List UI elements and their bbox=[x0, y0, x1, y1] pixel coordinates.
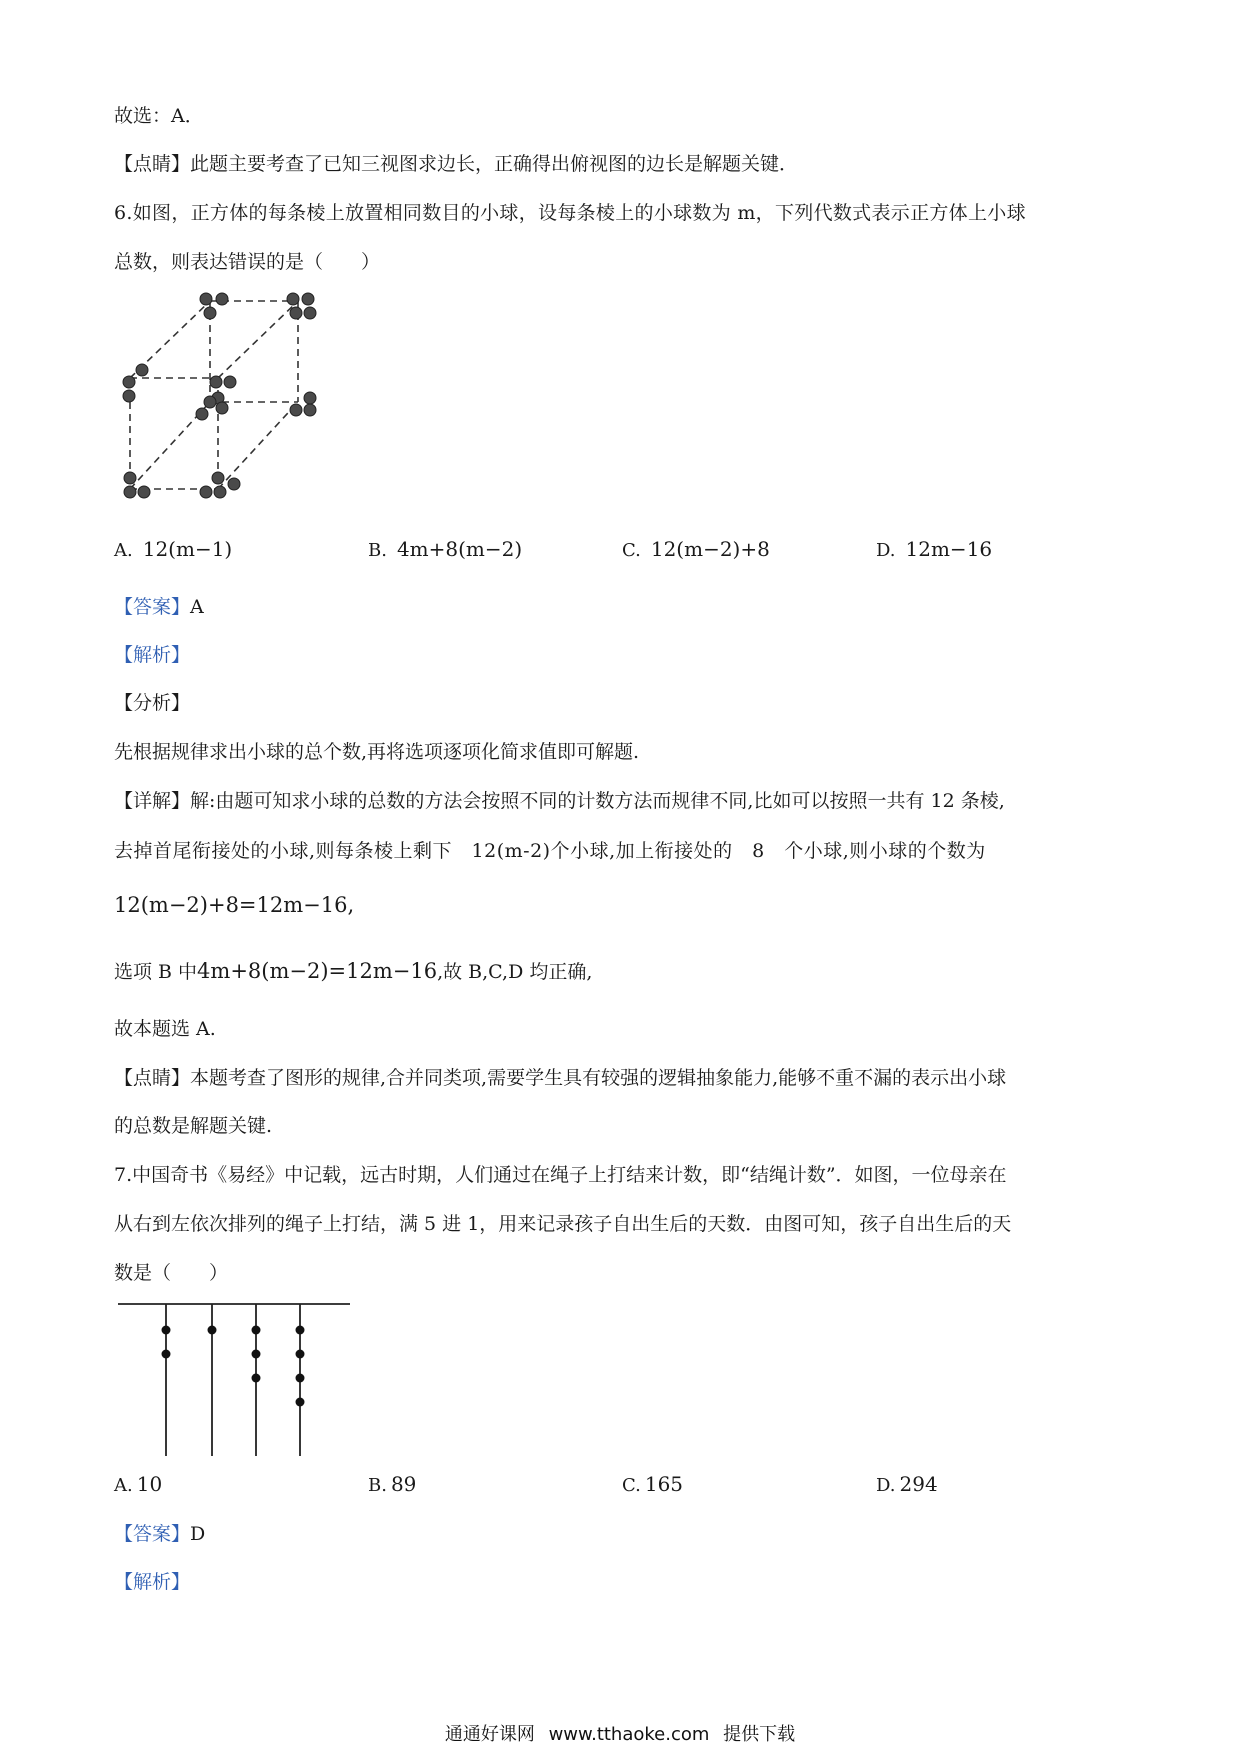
ball bbox=[287, 293, 299, 305]
ball bbox=[212, 472, 224, 484]
line-b-formula: 4m+8(m−2)=12m−16 bbox=[197, 959, 438, 983]
dianjing-text: 此题主要考查了已知三视图求边长，正确得出俯视图的边长是解题关键． bbox=[190, 153, 799, 175]
ball bbox=[214, 486, 226, 498]
rope-knot bbox=[296, 1326, 305, 1335]
ball bbox=[196, 408, 208, 420]
option-text: 12(m−2)+8 bbox=[650, 537, 770, 561]
q6-answer bbox=[114, 595, 204, 619]
rope-knot bbox=[296, 1350, 305, 1359]
option-label: D. bbox=[876, 1475, 896, 1496]
ball bbox=[228, 478, 240, 490]
q6-fenxi-text: 先根据规律求出小球的总个数,再将选项逐项化简求值即可解题. bbox=[114, 741, 640, 763]
line-b-prefix: 选项 B 中 bbox=[114, 961, 198, 983]
dianjing-tag: 【点睛】 bbox=[114, 153, 191, 175]
ball bbox=[123, 376, 135, 388]
q7-option-a[interactable] bbox=[114, 1472, 162, 1498]
option-label: B. bbox=[368, 540, 387, 561]
q6-dianjing-line1 bbox=[114, 1066, 1006, 1090]
option-text: 89 bbox=[390, 1472, 417, 1496]
answer-value: D bbox=[190, 1523, 206, 1545]
option-text: 10 bbox=[136, 1472, 163, 1496]
q6-fenxi-tag: 【分析】 bbox=[114, 692, 191, 714]
xiangjie-text: 解:由题可知求小球的总数的方法会按照不同的计数方法而规律不同,比如可以按照一共有 12 条棱, bbox=[190, 790, 1005, 812]
q6-dianjing-line2: 的总数是解题关键. bbox=[114, 1115, 273, 1137]
rope-knot bbox=[252, 1374, 261, 1383]
ball bbox=[138, 486, 150, 498]
page-footer bbox=[0, 1720, 1240, 1746]
ball bbox=[216, 402, 228, 414]
ball bbox=[200, 293, 212, 305]
option-label: B. bbox=[368, 1475, 387, 1496]
q6-stem-line1: 6.如图，正方体的每条棱上放置相同数目的小球，设每条棱上的小球数为 m，下列代数式表示正方体上小球 bbox=[114, 202, 1026, 224]
ball bbox=[224, 376, 236, 388]
option-label: A. bbox=[114, 1475, 133, 1496]
option-label: A. bbox=[114, 540, 133, 561]
q7-option-c[interactable] bbox=[622, 1472, 683, 1498]
answer-tag: 【答案】 bbox=[114, 1523, 191, 1545]
rope-knot bbox=[296, 1398, 305, 1407]
rope-knot bbox=[252, 1350, 261, 1359]
q7-option-b[interactable] bbox=[368, 1472, 416, 1498]
footer-note: 提供下载 bbox=[723, 1724, 796, 1745]
rope-knot bbox=[252, 1326, 261, 1335]
dianjing-tag: 【点睛】 bbox=[114, 1067, 191, 1089]
q6-option-b-check bbox=[114, 959, 592, 984]
ball bbox=[210, 376, 222, 388]
footer-site: 通通好课网 bbox=[444, 1724, 535, 1745]
ball bbox=[200, 486, 212, 498]
ball bbox=[290, 404, 302, 416]
xiangjie-tag: 【详解】 bbox=[114, 790, 191, 812]
q6-option-b[interactable] bbox=[368, 537, 522, 563]
q6-xiangjie-line2: 去掉首尾衔接处的小球,则每条棱上剩下 12(m-2)个小球,加上衔接处的 8 个小球,则小球的个数为 bbox=[114, 840, 986, 862]
option-label: C. bbox=[622, 540, 641, 561]
ball bbox=[124, 486, 136, 498]
q7-stem-line3: 数是（ ） bbox=[114, 1262, 229, 1284]
cube-figure bbox=[110, 286, 340, 506]
q6-conclusion: 故本题选 A. bbox=[114, 1018, 216, 1040]
ball bbox=[216, 293, 228, 305]
ball bbox=[124, 472, 136, 484]
q6-analysis-tag: 【解析】 bbox=[114, 644, 191, 666]
ball bbox=[304, 392, 316, 404]
q7-option-d[interactable] bbox=[876, 1472, 938, 1498]
q7-answer bbox=[114, 1522, 205, 1546]
option-text: 12(m−1) bbox=[142, 537, 233, 561]
option-label: C. bbox=[622, 1475, 641, 1496]
q6-stem-line2: 总数，则表达错误的是（ ） bbox=[114, 251, 381, 273]
answer-tag: 【答案】 bbox=[114, 596, 191, 618]
q6-option-a[interactable] bbox=[114, 537, 232, 563]
ball bbox=[304, 404, 316, 416]
q6-option-d[interactable] bbox=[876, 537, 992, 563]
answer-value: A bbox=[190, 596, 204, 618]
footer-url[interactable]: www.tthaoke.com bbox=[548, 1724, 710, 1745]
rope-knot bbox=[208, 1326, 217, 1335]
q7-analysis-tag: 【解析】 bbox=[114, 1571, 191, 1593]
option-text: 165 bbox=[644, 1472, 684, 1496]
q7-stem-line2: 从右到左依次排列的绳子上打结，满 5 进 1，用来记录孩子自出生后的天数．由图可知，孩子自出生后的天 bbox=[114, 1213, 1012, 1235]
rope-knot bbox=[162, 1326, 171, 1335]
option-text: 12m−16 bbox=[905, 537, 993, 561]
ball bbox=[123, 390, 135, 402]
rope-knot bbox=[296, 1374, 305, 1383]
q5-conclusion: 故选：A． bbox=[114, 105, 204, 127]
knot-rope-figure bbox=[114, 1300, 354, 1460]
line-b-suffix: ,故 B,C,D 均正确, bbox=[437, 961, 593, 983]
option-label: D. bbox=[876, 540, 896, 561]
ball bbox=[302, 293, 314, 305]
q5-dianjing bbox=[114, 152, 798, 176]
q7-stem-line1: 7.中国奇书《易经》中记载，远古时期，人们通过在绳子上打结来计数，即“结绳计数”．如图，一位母亲在 bbox=[114, 1164, 1007, 1186]
rope-knot bbox=[162, 1350, 171, 1359]
option-text: 294 bbox=[899, 1472, 938, 1496]
q6-option-c[interactable] bbox=[622, 537, 770, 563]
ball bbox=[290, 307, 302, 319]
q6-formula1: 12(m−2)+8=12m−16, bbox=[114, 893, 355, 917]
q6-xiangjie-line1 bbox=[114, 789, 1005, 813]
ball bbox=[136, 364, 148, 376]
ball bbox=[304, 307, 316, 319]
ball bbox=[204, 396, 216, 408]
ball bbox=[204, 307, 216, 319]
option-text: 4m+8(m−2) bbox=[396, 537, 523, 561]
dianjing-text: 本题考查了图形的规律,合并同类项,需要学生具有较强的逻辑抽象能力,能够不重不漏的表示出小球 bbox=[190, 1067, 1007, 1089]
